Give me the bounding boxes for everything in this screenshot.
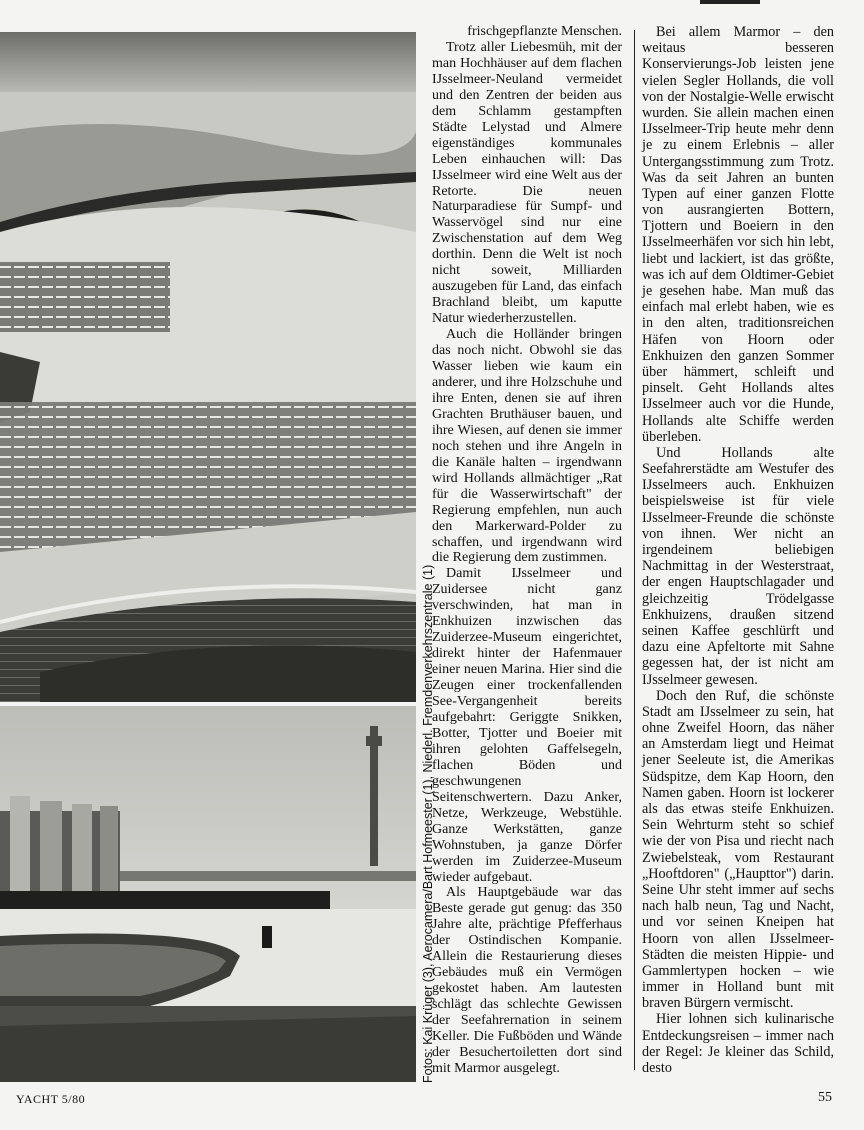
paragraph: frischgepflanzte Menschen. xyxy=(467,24,622,39)
paragraph: Bei allem Marmor – den weitaus besseren Konservierungs-Job leisten jene vielen Segler Hollands, die voll von der Nostalgie-Welle erwischt wurden. Sie allein machen einen IJsselmeer-Trip heute mehr denn je zu einem Erlebnis – aller Untergangsstimmung zum Trotz. Was da seit Jahren an bunten Typen auf einer ganzen Flotte von ausrangierten Bottern, Tjottern und Boeiern in den IJsselmeerhäfen vor sich hin lebt, liebt und lackiert, ist das größte, was ich auf dem Oldtimer-Gebiet je gesehen habe. Man muß das einfach mal erlebt haben, wie es in den alten, traditionsreichen Häfen von Hoorn oder Enkhuizen den ganzen Sommer über hämmert, schleift und pinselt. Geht Hollands altes IJsselmeer auch vor die Hunde, Hollands alte Schiffe werden überleben. xyxy=(642,24,834,445)
paragraph: Auch die Holländer bringen das noch nicht. Obwohl sie das Wasser lieben wie kaum ein anderer, und ihre Holzschuhe und ihre Enten, denen sie auf ihren Grachten Bruthäuser bauen, und ihre Wiesen, auf denen sie immer noch stehen und ihre Angeln in die Kanäle halten – irgendwann wird Hollands allmächtiger „Rat für die Wasserwirtschaft" der Regierung empfehlen, nun auch den Markerward-Polder zu schaffen, und irgendwann wird die Regierung dem zustimmen. xyxy=(432,327,622,566)
paragraph: Damit IJsselmeer und Zuidersee nicht ganz verschwinden, hat man in Enkhuizen inzwischen das Zuiderzee-Museum eingerichtet, direkt hinter der Hafenmauer einer neuen Marina. Hier sind die Zeugen einer trockenfallenden See-Vergangenheit bereits aufgebahrt: Geriggte Snikken, Botter, Tjotter und Boeier mit ihren gelohten Gaffelsegeln, flachen Böden und geschwungenen Seitenschwertern. Dazu Anker, Netze, Werkzeuge, Webstühle. Ganze Werkstätten, ganze Wohnstuben, ja ganze Dörfer werden im Zuiderzee-Museum wieder aufgebaut. xyxy=(432,566,622,885)
harbor-fortress-photo xyxy=(0,706,416,1082)
text-column-3 xyxy=(642,24,834,1076)
paragraph: Und Hollands alte Seefahrerstädte am Westufer des IJsselmeers auch. Enkhuizen beispielsweise ist für viele IJsselmeer-Freunde die schönste von ihnen. Wer nicht an irgendeinem beliebigen Nachmittag in der Westerstraat, der engen Hauptschlagader und gleichzeitig Trödelgasse Enkhuizens, draußen sitzend seinen Kaffee geschlürft und dazu eine Apfeltorte mit Sahne gegessen hat, der ist nicht am IJsselmeer gewesen. xyxy=(642,444,834,688)
photo-credit: Fotos: Kai Krüger (3), Aerocamera/Bart Hofmeester (1), Niederl. Fremdenverkehrszentrale (1) xyxy=(421,564,435,1083)
magazine-issue: YACHT 5/80 xyxy=(16,1092,86,1106)
page-number: 55 xyxy=(818,1090,832,1105)
aerial-harbor-photo xyxy=(0,32,416,702)
paragraph: Als Hauptgebäude war das Beste gerade gut genug: das 350 Jahre alte, prächtige Pfefferhaus der Ostindischen Kompanie. Allein die Restaurierung dieses Gebäudes muß ein Vermögen gekostet haben. Am lautesten schlägt das schlechte Gewissen der Seefahrernation in seinem Keller. Die Fußböden und Wände der Besuchertoiletten dort sind mit Marmor ausgelegt. xyxy=(432,885,622,1076)
text-column-2 xyxy=(432,24,622,1077)
column-rule xyxy=(634,30,635,1070)
paragraph: Trotz aller Liebesmüh, mit der man Hochhäuser auf dem flachen IJsselmeer-Neuland vermeidet und den Zentren der beiden aus dem Schlamm gestampften Städte Lelystad und Almere eigenständiges kommunales Leben einhauchen will: Das IJsselmeer wird eine Welt aus der Retorte. Die neuen Naturparadiese für Sumpf- und Wasservögel sind nur eine Zwischenstation auf dem Weg dorthin. Denn die Welt ist noch nicht soweit, Milliarden auszugeben für Land, das einfach Brachland bleibt, um kaputte Natur wiederherzustellen. xyxy=(432,39,622,327)
paragraph: Hier lohnen sich kulinarische Entdeckungsreisen – immer nach der Regel: Je kleiner das Schild, desto xyxy=(642,1011,834,1076)
paragraph: Doch den Ruf, die schönste Stadt am IJsselmeer zu sein, hat ohne Zweifel Hoorn, das näher an Amsterdam liegt und Heimat jener Seeleute ist, die Amerikas Südspitze, dem Kap Hoorn, den Namen gaben. Hoorn ist lockerer als das etwas steife Enkhuizen. Sein Wehrturm steht so schief wie der von Pisa und riecht nach Zwiebelsteak, vom Restaurant „Hooftdoren" („Haupttor") darin. Seine Uhr steht immer auf sechs nach halb neun, Tag und Nacht, und vor seinen Kneipen hat Hoorn von allen IJsselmeer-Städten die meisten Hippie- und Gammlertypen hocken – wie immer in Holland bunt mit braven Bürgern vermischt. xyxy=(642,687,834,1012)
top-rule-right xyxy=(700,0,760,4)
